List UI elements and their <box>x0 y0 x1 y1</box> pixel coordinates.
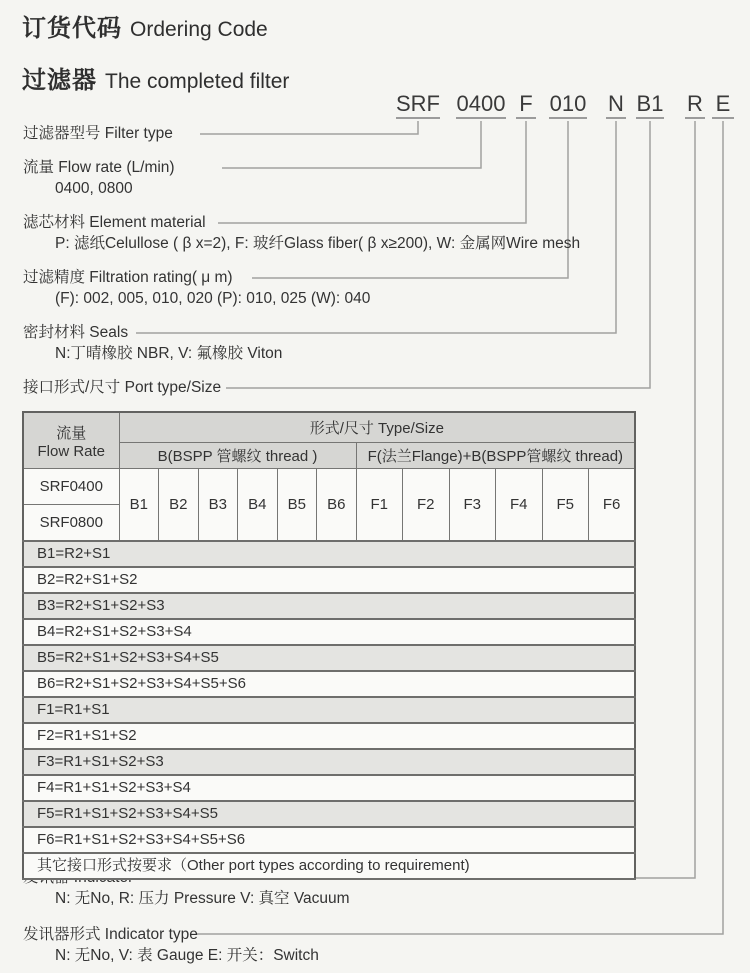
port-definition-row: B3=R2+S1+S2+S3 <box>23 593 635 619</box>
page-title-en: Ordering Code <box>130 18 268 41</box>
legend-filter-type <box>23 125 173 143</box>
code-segment-indicator-type: E <box>712 92 734 119</box>
leader-port-type <box>226 121 650 388</box>
page-title-cn: 订货代码 <box>22 15 122 42</box>
legend-filtration-rating-label: 过滤精度 Filtration rating( μ m) <box>23 269 233 286</box>
legend-flow-rate-label: 流量 Flow rate (L/min) <box>23 159 175 176</box>
type-size-header: 形式/尺寸 Type/Size <box>119 412 635 443</box>
bspp-group-header: B(BSPP 管螺纹 thread ) <box>119 443 356 469</box>
legend-flow-rate-detail: 0400, 0800 <box>55 180 133 197</box>
legend-filter-type-label: 过滤器型号 Filter type <box>23 125 173 142</box>
legend-seals-detail: N:丁晴橡胶 NBR, V: 氟橡胶 Viton <box>55 345 283 362</box>
flow-rate-header <box>23 412 119 469</box>
code-segment-port: B1 <box>636 92 664 119</box>
legend-indicator-type <box>23 926 319 965</box>
flange-group-header: F(法兰Flange)+B(BSPP管螺纹 thread) <box>356 443 635 469</box>
port-code-f1: F1 <box>356 469 403 542</box>
port-code-f3: F3 <box>449 469 496 542</box>
model-srf0400: SRF0400 <box>23 469 119 505</box>
port-code-b2: B2 <box>159 469 199 542</box>
port-code-b4: B4 <box>238 469 278 542</box>
port-code-f4: F4 <box>496 469 543 542</box>
legend-element-material <box>23 214 580 253</box>
legend-port-type-label: 接口形式/尺寸 Port type/Size <box>23 379 222 396</box>
leader-element-material <box>218 121 526 223</box>
port-code-f5: F5 <box>542 469 589 542</box>
code-segment-material: F <box>516 92 536 119</box>
legend-port-type <box>23 379 221 397</box>
leader-filtration-rating <box>252 121 568 278</box>
code-segment-rating: 010 <box>549 92 587 119</box>
port-definition-row: B2=R2+S1+S2 <box>23 567 635 593</box>
legend-filtration-rating <box>23 269 370 308</box>
port-definition-row: B5=R2+S1+S2+S3+S4+S5 <box>23 645 635 671</box>
port-definition-row: F3=R1+S1+S2+S3 <box>23 749 635 775</box>
port-code-b6: B6 <box>317 469 357 542</box>
port-definition-row: B4=R2+S1+S2+S3+S4 <box>23 619 635 645</box>
port-definition-row: F6=R1+S1+S2+S3+S4+S5+S6 <box>23 827 635 853</box>
page-subtitle-cn: 过滤器 <box>22 67 97 94</box>
legend-flow-rate <box>23 159 175 198</box>
code-segment-indicator: R <box>685 92 705 119</box>
port-code-b3: B3 <box>198 469 238 542</box>
port-definition-row: F5=R1+S1+S2+S3+S4+S5 <box>23 801 635 827</box>
leader-filter-type <box>200 121 418 134</box>
legend-seals-label: 密封材料 Seals <box>23 324 129 341</box>
port-definition-row: B1=R2+S1 <box>23 541 635 567</box>
legend-seals <box>23 324 282 363</box>
legend-filtration-rating-detail: (F): 002, 005, 010, 020 (P): 010, 025 (W): 040 <box>55 290 371 307</box>
page-subtitle <box>22 60 289 95</box>
legend-indicator-detail: N: 无No, R: 压力 Pressure V: 真空 Vacuum <box>55 890 350 907</box>
legend-indicator-type-detail: N: 无No, V: 表 Gauge E: 开关：Switch <box>55 947 319 964</box>
port-definition-row: B6=R2+S1+S2+S3+S4+S5+S6 <box>23 671 635 697</box>
legend-indicator-type-label: 发讯器形式 Indicator type <box>23 926 198 943</box>
flow-rate-header-cn: 流量 <box>56 424 87 442</box>
port-definition-row-other: 其它接口形式按要求（Other port types according to requirement) <box>23 853 635 879</box>
port-code-f6: F6 <box>589 469 636 542</box>
port-code-b5: B5 <box>277 469 317 542</box>
port-definition-row: F4=R1+S1+S2+S3+S4 <box>23 775 635 801</box>
legend-element-material-label: 滤芯材料 Element material <box>23 214 206 231</box>
port-code-f2: F2 <box>403 469 450 542</box>
page-title <box>22 8 268 43</box>
flow-rate-header-en: Flow Rate <box>37 442 106 460</box>
port-size-table <box>22 411 636 880</box>
code-segment-model: SRF <box>396 92 440 119</box>
code-segment-flow: 0400 <box>456 92 506 119</box>
model-srf0800: SRF0800 <box>23 505 119 542</box>
port-code-b1: B1 <box>119 469 159 542</box>
code-segment-seal: N <box>606 92 626 119</box>
page-subtitle-en: The completed filter <box>105 70 290 93</box>
port-definition-row: F1=R1+S1 <box>23 697 635 723</box>
legend-element-material-detail: P: 滤纸Celullose ( β x=2), F: 玻纤Glass fiber( β x≥200), W: 金属网Wire mesh <box>55 235 581 252</box>
leader-flow-rate <box>222 121 481 168</box>
port-definition-row: F2=R1+S1+S2 <box>23 723 635 749</box>
